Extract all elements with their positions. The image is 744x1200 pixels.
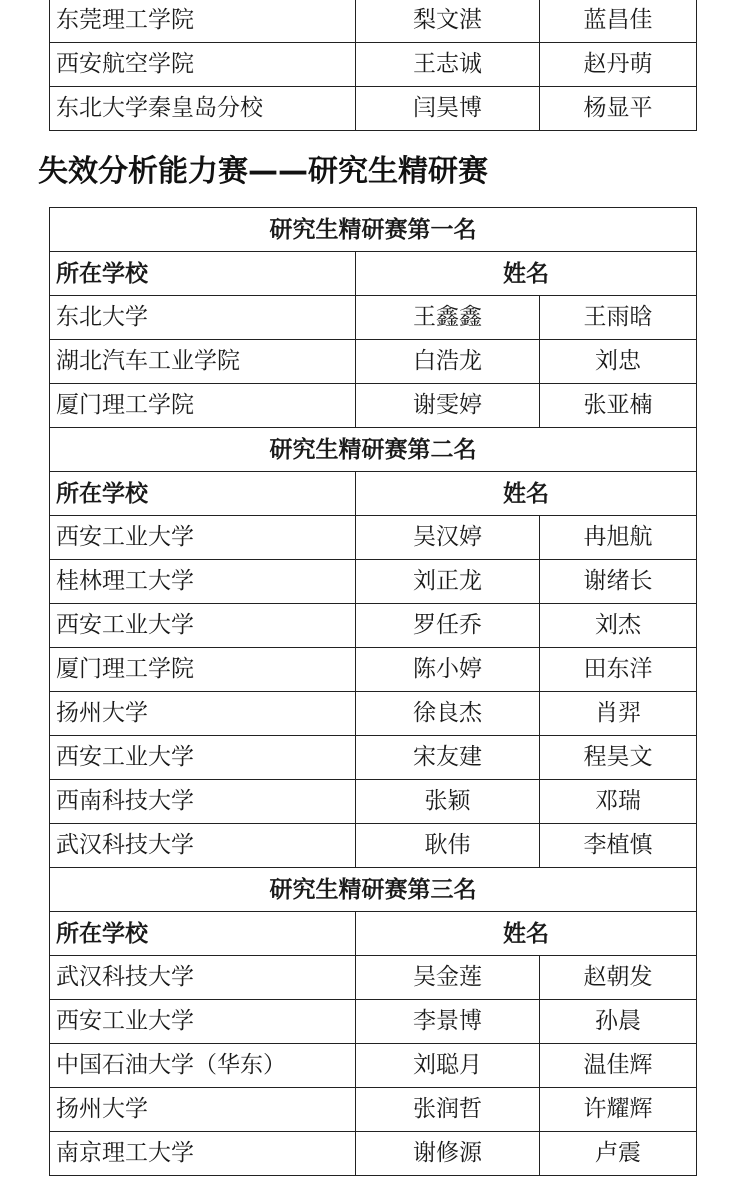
school-cell: 武汉科技大学 <box>50 824 356 868</box>
table-row <box>50 692 697 736</box>
school-cell: 西安工业大学 <box>50 1000 356 1044</box>
name-column-header: 姓名 <box>356 472 697 516</box>
school-cell: 湖北汽车工业学院 <box>50 340 356 384</box>
student-name-cell: 邓瑞 <box>540 780 697 824</box>
school-cell: 南京理工大学 <box>50 1132 356 1176</box>
student-name-cell: 王鑫鑫 <box>356 296 540 340</box>
school-cell: 武汉科技大学 <box>50 956 356 1000</box>
table-row <box>50 1132 697 1176</box>
table-row <box>50 296 697 340</box>
table-row <box>50 1000 697 1044</box>
school-cell: 西南科技大学 <box>50 780 356 824</box>
school-column-header: 所在学校 <box>50 252 356 296</box>
table-row <box>50 648 697 692</box>
section-title-row <box>50 868 697 912</box>
student-name-cell: 谢修源 <box>356 1132 540 1176</box>
school-cell: 西安工业大学 <box>50 736 356 780</box>
student-name-cell: 田东洋 <box>540 648 697 692</box>
student-name-cell: 李景博 <box>356 1000 540 1044</box>
student-name-cell: 刘忠 <box>540 340 697 384</box>
student-name-cell: 吴汉婷 <box>356 516 540 560</box>
school-cell: 厦门理工学院 <box>50 384 356 428</box>
table-row <box>50 0 697 43</box>
school-cell: 中国石油大学（华东） <box>50 1044 356 1088</box>
table-row <box>50 1088 697 1132</box>
graduate-results-table <box>49 207 697 1176</box>
student-name-cell: 罗任乔 <box>356 604 540 648</box>
school-cell: 桂林理工大学 <box>50 560 356 604</box>
table-row <box>50 516 697 560</box>
table-row <box>50 736 697 780</box>
student-name-cell: 张亚楠 <box>540 384 697 428</box>
student-name-cell: 张润哲 <box>356 1088 540 1132</box>
student-name-cell: 赵丹萌 <box>540 43 697 87</box>
student-name-cell: 闫昊博 <box>356 87 540 131</box>
student-name-cell: 王志诚 <box>356 43 540 87</box>
student-name-cell: 吴金莲 <box>356 956 540 1000</box>
student-name-cell: 徐良杰 <box>356 692 540 736</box>
section-title: 研究生精研赛第一名 <box>50 208 697 252</box>
school-cell: 厦门理工学院 <box>50 648 356 692</box>
school-column-header: 所在学校 <box>50 912 356 956</box>
column-header-row <box>50 252 697 296</box>
student-name-cell: 谢绪长 <box>540 560 697 604</box>
student-name-cell: 冉旭航 <box>540 516 697 560</box>
school-cell: 东莞理工学院 <box>50 0 356 43</box>
table-row <box>50 824 697 868</box>
name-column-header: 姓名 <box>356 252 697 296</box>
table-row <box>50 604 697 648</box>
student-name-cell: 梨文湛 <box>356 0 540 43</box>
student-name-cell: 孙晨 <box>540 1000 697 1044</box>
student-name-cell: 温佳辉 <box>540 1044 697 1088</box>
student-name-cell: 赵朝发 <box>540 956 697 1000</box>
section-title-row <box>50 428 697 472</box>
table-row <box>50 560 697 604</box>
school-cell: 扬州大学 <box>50 1088 356 1132</box>
student-name-cell: 许耀辉 <box>540 1088 697 1132</box>
student-name-cell: 卢震 <box>540 1132 697 1176</box>
school-cell: 东北大学秦皇岛分校 <box>50 87 356 131</box>
student-name-cell: 刘正龙 <box>356 560 540 604</box>
school-column-header: 所在学校 <box>50 472 356 516</box>
column-header-row <box>50 912 697 956</box>
section-title: 研究生精研赛第二名 <box>50 428 697 472</box>
competition-heading: 失效分析能力赛——研究生精研赛 <box>38 154 488 189</box>
school-cell: 扬州大学 <box>50 692 356 736</box>
name-column-header: 姓名 <box>356 912 697 956</box>
section-title: 研究生精研赛第三名 <box>50 868 697 912</box>
student-name-cell: 李植慎 <box>540 824 697 868</box>
section-title-row <box>50 208 697 252</box>
school-cell: 西安工业大学 <box>50 604 356 648</box>
student-name-cell: 宋友建 <box>356 736 540 780</box>
school-cell: 西安航空学院 <box>50 43 356 87</box>
school-cell: 东北大学 <box>50 296 356 340</box>
school-cell: 西安工业大学 <box>50 516 356 560</box>
student-name-cell: 肖羿 <box>540 692 697 736</box>
student-name-cell: 白浩龙 <box>356 340 540 384</box>
student-name-cell: 程昊文 <box>540 736 697 780</box>
student-name-cell: 王雨晗 <box>540 296 697 340</box>
student-name-cell: 刘聪月 <box>356 1044 540 1088</box>
table-row <box>50 43 697 87</box>
student-name-cell: 耿伟 <box>356 824 540 868</box>
student-name-cell: 谢雯婷 <box>356 384 540 428</box>
table-row <box>50 340 697 384</box>
student-name-cell: 张颖 <box>356 780 540 824</box>
table-row <box>50 384 697 428</box>
student-name-cell: 刘杰 <box>540 604 697 648</box>
column-header-row <box>50 472 697 516</box>
student-name-cell: 杨显平 <box>540 87 697 131</box>
previous-results-table <box>49 0 697 131</box>
table-row <box>50 87 697 131</box>
student-name-cell: 陈小婷 <box>356 648 540 692</box>
table-row <box>50 780 697 824</box>
student-name-cell: 蓝昌佳 <box>540 0 697 43</box>
table-row <box>50 956 697 1000</box>
table-row <box>50 1044 697 1088</box>
